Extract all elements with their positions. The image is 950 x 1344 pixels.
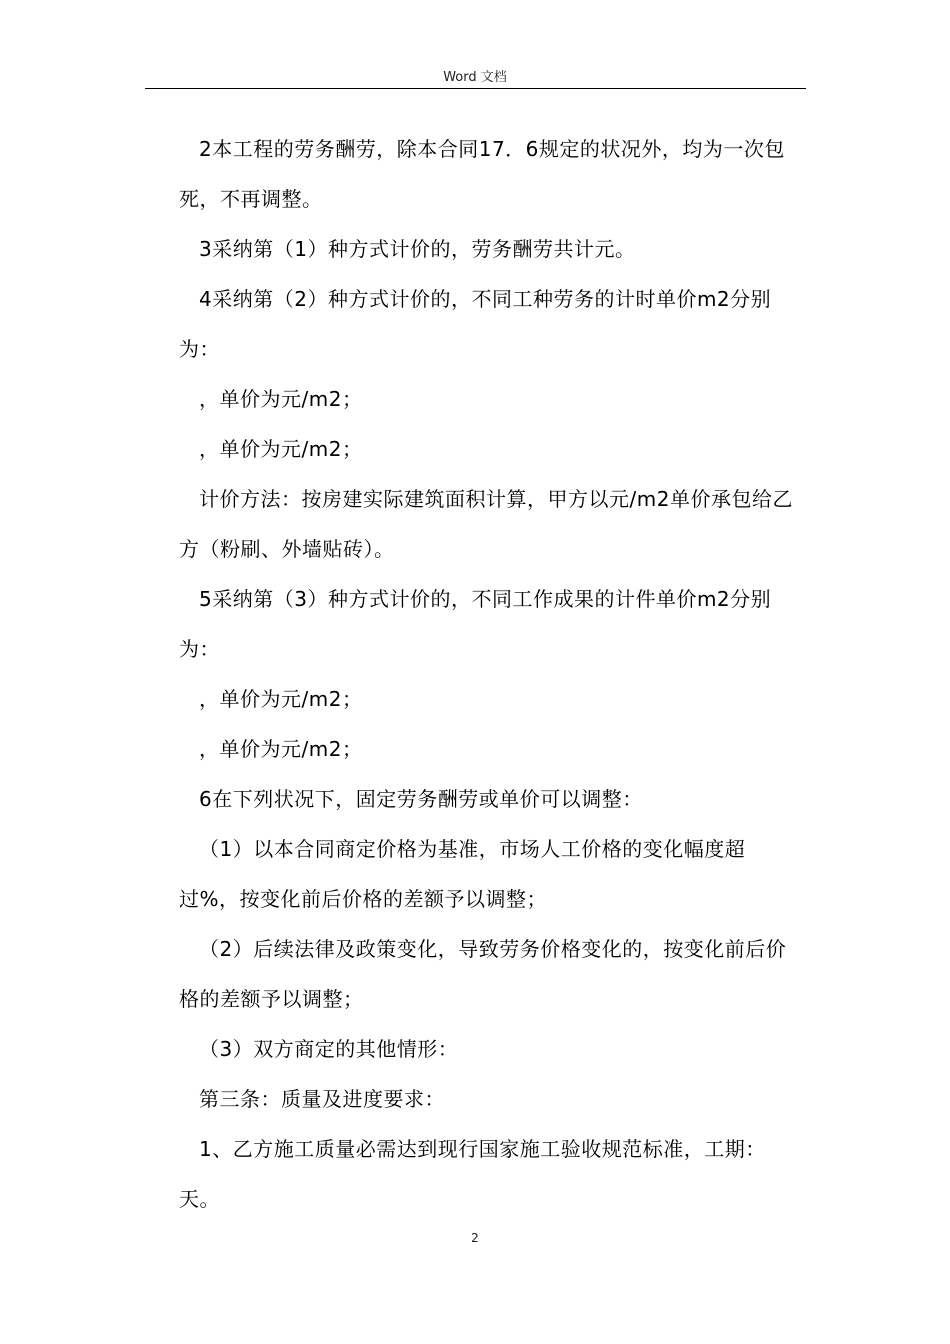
paragraph: （3）双方商定的其他情形：: [199, 1037, 459, 1061]
paragraph: ，单价为元/m2；: [199, 687, 363, 711]
paragraph: 1、乙方施工质量必需达到现行国家施工验收规范标准，工期：天。: [179, 1137, 766, 1211]
document-body: [179, 124, 805, 1224]
paragraph: ，单价为元/m2；: [199, 437, 363, 461]
paragraph: 4采纳第（2）种方式计价的，不同工种劳务的计时单价m2分别为：: [179, 287, 772, 361]
paragraph: ，单价为元/m2；: [199, 387, 363, 411]
paragraph: 6在下列状况下，固定劳务酬劳或单价可以调整：: [199, 787, 643, 811]
paragraph: 3采纳第（1）种方式计价的，劳务酬劳共计元。: [199, 237, 636, 261]
page-header: Word 文档: [443, 70, 507, 85]
paragraph: 第三条：质量及进度要求：: [199, 1087, 445, 1111]
paragraph: ，单价为元/m2；: [199, 737, 363, 761]
paragraph: 计价方法：按房建实际建筑面积计算，甲方以元/m2单价承包给乙方（粉刷、外墙贴砖）。: [179, 487, 793, 561]
page-number: 2: [471, 1231, 479, 1245]
paragraph: 5采纳第（3）种方式计价的，不同工作成果的计件单价m2分别为：: [179, 587, 772, 661]
header-divider: [145, 88, 806, 89]
paragraph: 2本工程的劳务酬劳，除本合同17．6规定的状况外，均为一次包死，不再调整。: [179, 137, 785, 211]
paragraph: （2）后续法律及政策变化，导致劳务价格变化的，按变化前后价格的差额予以调整；: [179, 937, 787, 1011]
paragraph: （1）以本合同商定价格为基准，市场人工价格的变化幅度超过%，按变化前后价格的差额予以调整；: [179, 837, 746, 911]
